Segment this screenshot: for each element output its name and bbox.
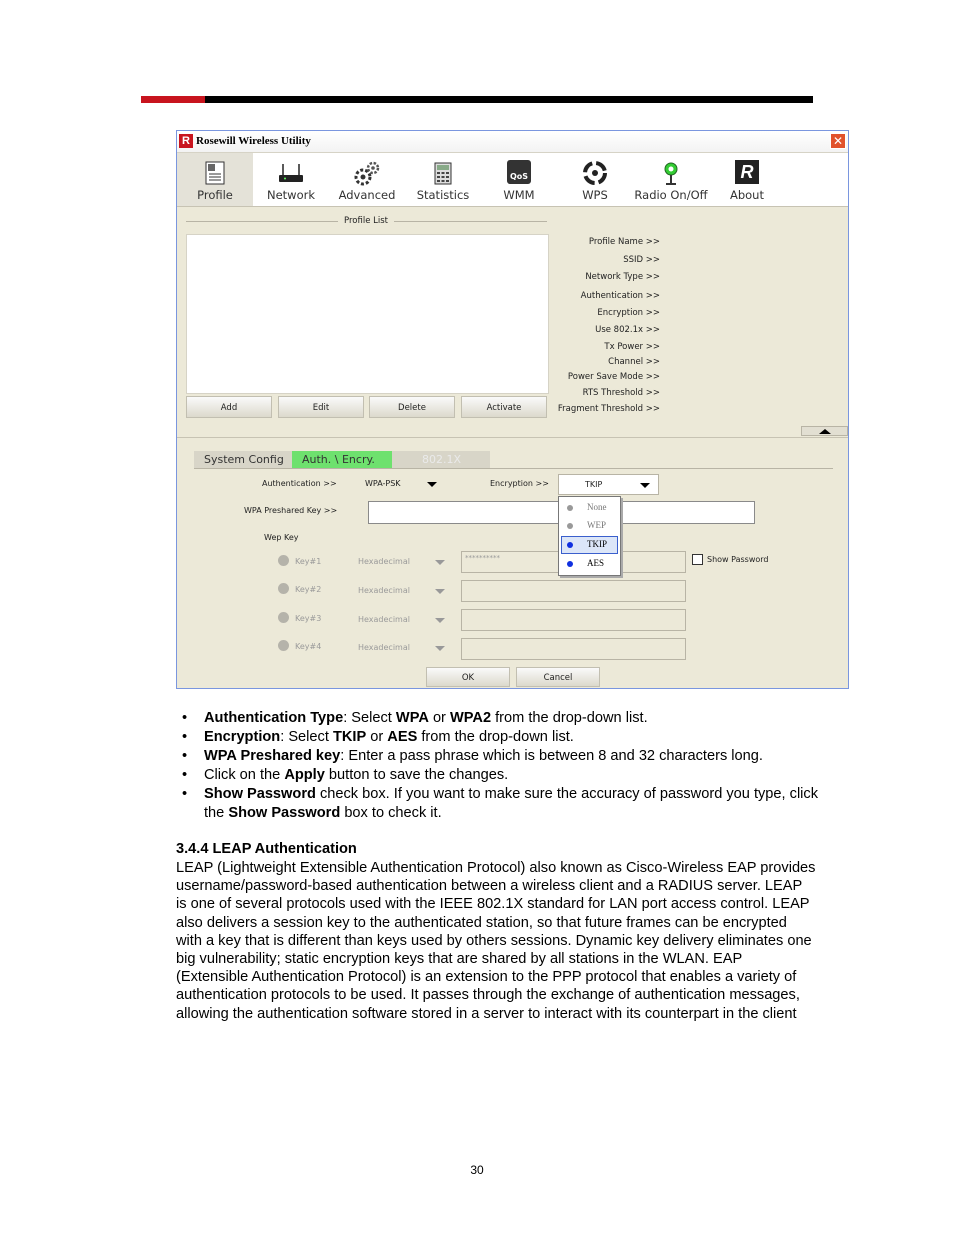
app-window xyxy=(176,130,849,689)
instruction-text: box to check it. xyxy=(340,805,442,821)
instruction-text: : Select xyxy=(343,710,396,726)
instruction-item xyxy=(182,728,822,747)
instruction-list xyxy=(182,709,822,823)
wpa-key-label: WPA Preshared Key >> xyxy=(244,506,338,515)
bold-term: WPA2 xyxy=(449,710,492,726)
option-label: None xyxy=(587,502,607,512)
key2-label: Key#2 xyxy=(295,585,322,594)
instruction-text: : Enter a pass phrase which is between 8 and 32 characters long. xyxy=(340,748,763,764)
toolbar-wmm[interactable] xyxy=(481,153,557,206)
header-rule-accent xyxy=(141,96,205,103)
info-channel: Channel >> xyxy=(608,357,660,367)
key3-label: Key#3 xyxy=(295,614,322,623)
tab-underline xyxy=(194,468,833,469)
key4-format-arrow[interactable] xyxy=(435,646,445,651)
encryption-dropdown-arrow[interactable] xyxy=(640,483,650,488)
key2-format-select[interactable]: Hexadecimal xyxy=(358,586,410,595)
toolbar-label: WMM xyxy=(503,188,535,202)
authentication-select[interactable]: WPA-PSK xyxy=(365,479,401,488)
instruction-text: check box. If you want to make sure the accuracy of password you type, click the xyxy=(204,786,819,821)
instruction-text: Click on the xyxy=(204,767,285,783)
toolbar-advanced[interactable] xyxy=(329,153,405,206)
instruction-text: or xyxy=(366,729,388,745)
key4-input[interactable] xyxy=(461,638,686,660)
qos-icon: QoS xyxy=(507,160,531,184)
key4-radio[interactable] xyxy=(278,640,289,651)
bold-term: Show Password xyxy=(228,805,341,821)
encryption-option-none[interactable] xyxy=(561,499,618,517)
toolbar-wps[interactable] xyxy=(557,153,633,206)
key4-format-select[interactable]: Hexadecimal xyxy=(358,643,410,652)
info-power-save: Power Save Mode >> xyxy=(567,372,660,382)
bold-term: Authentication Type xyxy=(204,710,344,726)
key3-radio[interactable] xyxy=(278,612,289,623)
info-ssid: SSID >> xyxy=(623,255,660,265)
show-password-checkbox[interactable] xyxy=(692,554,703,565)
wep-key-label: Wep Key xyxy=(264,533,299,542)
info-profile-name: Profile Name >> xyxy=(588,237,660,247)
toolbar-label: Advanced xyxy=(338,188,396,202)
toolbar xyxy=(177,153,848,207)
profile-list[interactable] xyxy=(186,234,549,394)
encryption-select[interactable] xyxy=(558,474,659,495)
activate-button[interactable]: Activate xyxy=(461,396,547,418)
encryption-label: Encryption >> xyxy=(490,479,549,488)
section-divider xyxy=(177,437,848,438)
key2-input[interactable] xyxy=(461,580,686,602)
page-number: 30 xyxy=(470,1163,484,1177)
option-bullet-icon xyxy=(567,505,573,511)
tab-8021x[interactable]: 802.1X xyxy=(392,451,490,468)
key1-input[interactable]: ********** xyxy=(461,551,686,573)
statistics-icon xyxy=(430,160,456,186)
wps-icon xyxy=(582,160,608,186)
info-tx-power: Tx Power >> xyxy=(604,342,660,352)
toolbar-label: Radio On/Off xyxy=(634,188,708,202)
add-button[interactable]: Add xyxy=(186,396,272,418)
toolbar-network[interactable] xyxy=(253,153,329,206)
bold-term: Encryption xyxy=(204,729,281,745)
key1-format-arrow[interactable] xyxy=(435,560,445,565)
app-logo-icon: R xyxy=(179,134,193,148)
instruction-text: from the drop-down list. xyxy=(491,710,648,726)
instruction-text: : Select xyxy=(280,729,333,745)
key1-radio[interactable] xyxy=(278,555,289,566)
header-rule xyxy=(141,96,813,103)
radio-icon xyxy=(660,160,682,186)
toolbar-about[interactable] xyxy=(709,153,785,206)
ok-button[interactable]: OK xyxy=(426,667,510,687)
cancel-button[interactable]: Cancel xyxy=(516,667,600,687)
instruction-text: button to save the changes. xyxy=(324,767,509,783)
authentication-label: Authentication >> xyxy=(262,479,337,488)
encryption-option-aes[interactable] xyxy=(561,555,618,573)
info-rts-threshold: RTS Threshold >> xyxy=(582,388,660,398)
key1-label: Key#1 xyxy=(295,557,322,566)
key1-format-select[interactable]: Hexadecimal xyxy=(358,557,410,566)
authentication-dropdown-arrow[interactable] xyxy=(427,482,437,487)
option-label: WEP xyxy=(587,520,606,530)
key4-label: Key#4 xyxy=(295,642,322,651)
option-label: TKIP xyxy=(587,539,607,549)
info-authentication: Authentication >> xyxy=(580,291,660,301)
network-icon xyxy=(277,160,305,186)
option-bullet-icon xyxy=(567,542,573,548)
instruction-text: or xyxy=(428,710,450,726)
toolbar-label: Network xyxy=(266,188,316,202)
encryption-dropdown-list xyxy=(558,496,621,576)
toolbar-label: Statistics xyxy=(416,188,470,202)
bold-term: TKIP xyxy=(332,729,367,745)
tab-system-config[interactable]: System Config xyxy=(194,451,292,468)
toolbar-label: WPS xyxy=(582,188,608,202)
title-bar[interactable] xyxy=(177,131,848,153)
collapse-button[interactable] xyxy=(801,426,848,436)
key3-input[interactable] xyxy=(461,609,686,631)
instruction-item xyxy=(182,785,822,823)
option-bullet-icon xyxy=(567,523,573,529)
close-button[interactable]: ✕ xyxy=(830,133,846,149)
edit-button[interactable]: Edit xyxy=(278,396,364,418)
encryption-value: TKIP xyxy=(585,480,603,489)
delete-button[interactable]: Delete xyxy=(369,396,455,418)
key3-format-arrow[interactable] xyxy=(435,618,445,623)
instruction-item xyxy=(182,747,822,766)
gears-icon xyxy=(353,160,381,188)
instruction-text: from the drop-down list. xyxy=(417,729,574,745)
instruction-item xyxy=(182,766,822,785)
toolbar-radio[interactable] xyxy=(633,153,709,206)
toolbar-statistics[interactable] xyxy=(405,153,481,206)
profile-list-title: Profile List xyxy=(344,216,388,226)
info-encryption: Encryption >> xyxy=(597,308,660,318)
show-password-label: Show Password xyxy=(707,555,769,564)
toolbar-profile[interactable] xyxy=(177,153,253,206)
key3-format-select[interactable]: Hexadecimal xyxy=(358,615,410,624)
bold-term: Show Password xyxy=(204,786,316,802)
profile-icon xyxy=(204,160,226,186)
section-heading: 3.4.4 LEAP Authentication xyxy=(176,841,357,857)
window-title: Rosewill Wireless Utility xyxy=(196,135,311,147)
about-icon: R xyxy=(735,160,759,184)
profile-list-rule xyxy=(394,221,547,222)
encryption-option-wep[interactable] xyxy=(561,517,618,535)
tab-auth-encry[interactable]: Auth. \ Encry. xyxy=(292,451,392,468)
info-use-8021x: Use 802.1x >> xyxy=(595,325,660,335)
option-bullet-icon xyxy=(567,561,573,567)
toolbar-label: About xyxy=(729,188,764,202)
profile-list-rule xyxy=(186,221,338,222)
option-label: AES xyxy=(587,558,605,568)
leap-paragraph: LEAP (Lightweight Extensible Authentication Protocol) also known as Cisco-Wireless EAP provides username/password-based authentication between a wireless client and a RADIUS server. LEAP is one of several protocols used with the IEEE 802.1X standard for LAN port access control. LEAP also delivers a session key to the authenticated station, so that future frames can be encrypted with a key that is different than keys used by others sessions. Dynamic key delivery eliminates one big vulnerability; static encryption keys that are shared by all stations in the WLAN. EAP (Extensible Authentication Protocol) is an extension to the PPP protocol that enables a variety of authentication protocols to be used. It passes through the exchange of authentication messages, allowing the authentication software stored in a server to interact with its counterpart in the client xyxy=(176,860,816,1022)
key2-radio[interactable] xyxy=(278,583,289,594)
instruction-item xyxy=(182,709,822,728)
bold-term: AES xyxy=(387,729,418,745)
bold-term: WPA Preshared key xyxy=(204,748,341,764)
toolbar-label: Profile xyxy=(197,188,233,202)
key2-format-arrow[interactable] xyxy=(435,589,445,594)
encryption-option-tkip[interactable] xyxy=(561,536,618,554)
bold-term: WPA xyxy=(395,710,429,726)
info-fragment-threshold: Fragment Threshold >> xyxy=(557,404,660,414)
bold-term: Apply xyxy=(284,767,325,783)
info-network-type: Network Type >> xyxy=(585,272,660,282)
